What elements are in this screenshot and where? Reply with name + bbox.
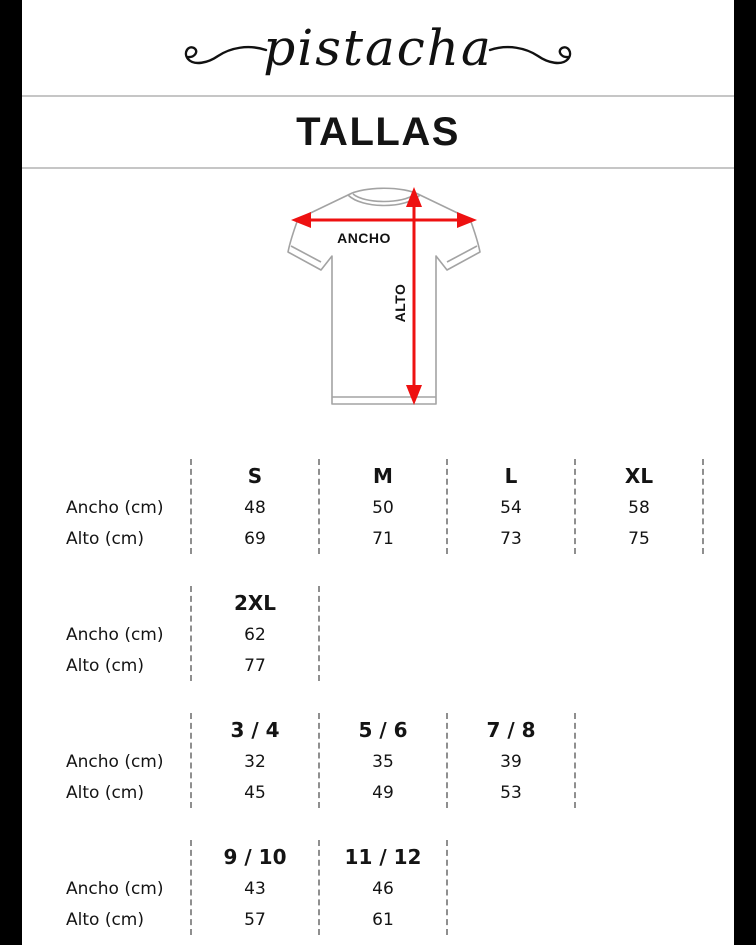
row-label-ancho: Ancho (cm) — [66, 624, 164, 645]
size-table-kids-large — [22, 840, 734, 935]
size-column — [190, 459, 318, 554]
alto-value: 49 — [372, 782, 394, 803]
alto-value: 53 — [500, 782, 522, 803]
size-column — [190, 586, 320, 681]
row-labels-column — [22, 840, 190, 935]
alto-value: 75 — [628, 528, 650, 549]
row-label-ancho: Ancho (cm) — [66, 751, 164, 772]
row-labels-column — [22, 713, 190, 808]
spacer-cell — [22, 586, 190, 619]
row-label-alto: Alto (cm) — [66, 909, 144, 930]
size-column — [318, 459, 446, 554]
right-black-bar — [734, 0, 756, 945]
left-black-bar — [0, 0, 22, 945]
alto-value: 45 — [244, 782, 266, 803]
size-header: M — [373, 463, 393, 488]
size-table-adult — [22, 459, 734, 554]
ancho-value: 54 — [500, 497, 522, 518]
spacer-cell — [22, 713, 190, 746]
spacer-cell — [22, 840, 190, 873]
alto-value: 57 — [244, 909, 266, 930]
width-label: ANCHO — [337, 230, 391, 246]
ancho-value: 46 — [372, 878, 394, 899]
size-column — [318, 713, 446, 808]
ancho-value: 35 — [372, 751, 394, 772]
row-labels-column — [22, 586, 190, 681]
ancho-value: 48 — [244, 497, 266, 518]
ancho-value: 50 — [372, 497, 394, 518]
height-label: ALTO — [392, 283, 408, 323]
size-column — [318, 840, 448, 935]
size-header: S — [247, 463, 263, 488]
row-labels-column — [22, 459, 190, 554]
row-label-ancho: Ancho (cm) — [66, 878, 164, 899]
ancho-value: 39 — [500, 751, 522, 772]
size-header: 5 / 6 — [358, 717, 408, 742]
size-header: 9 / 10 — [223, 844, 287, 869]
size-header: 2XL — [233, 590, 277, 615]
alto-value: 61 — [372, 909, 394, 930]
brand-header — [22, 0, 734, 97]
size-table-2xl — [22, 586, 734, 681]
diagram-section — [22, 182, 734, 459]
ancho-value: 62 — [244, 624, 266, 645]
brand-logo — [178, 8, 578, 88]
size-tables — [22, 459, 734, 935]
size-header: L — [504, 463, 518, 488]
alto-value: 77 — [244, 655, 266, 676]
spacer-cell — [22, 459, 190, 492]
size-column — [574, 459, 704, 554]
title-bar — [22, 97, 734, 169]
alto-value: 69 — [244, 528, 266, 549]
logo-swash-right-icon — [490, 47, 570, 63]
size-table-kids-small — [22, 713, 734, 808]
row-label-ancho: Ancho (cm) — [66, 497, 164, 518]
tshirt-measurement-diagram — [284, 182, 484, 427]
size-header: 11 / 12 — [344, 844, 422, 869]
alto-value: 73 — [500, 528, 522, 549]
size-header: 7 / 8 — [486, 717, 536, 742]
size-header: XL — [624, 463, 654, 488]
brand-logo-text: pistacha — [263, 18, 493, 77]
size-header: 3 / 4 — [230, 717, 280, 742]
row-label-alto: Alto (cm) — [66, 655, 144, 676]
row-label-alto: Alto (cm) — [66, 782, 144, 803]
size-column — [446, 713, 576, 808]
ancho-value: 32 — [244, 751, 266, 772]
content — [22, 0, 734, 945]
logo-swash-left-icon — [186, 47, 266, 63]
page-title: TALLAS — [296, 109, 460, 154]
size-column — [190, 840, 318, 935]
size-column — [446, 459, 574, 554]
row-label-alto: Alto (cm) — [66, 528, 144, 549]
ancho-value: 43 — [244, 878, 266, 899]
size-column — [190, 713, 318, 808]
ancho-value: 58 — [628, 497, 650, 518]
alto-value: 71 — [372, 528, 394, 549]
